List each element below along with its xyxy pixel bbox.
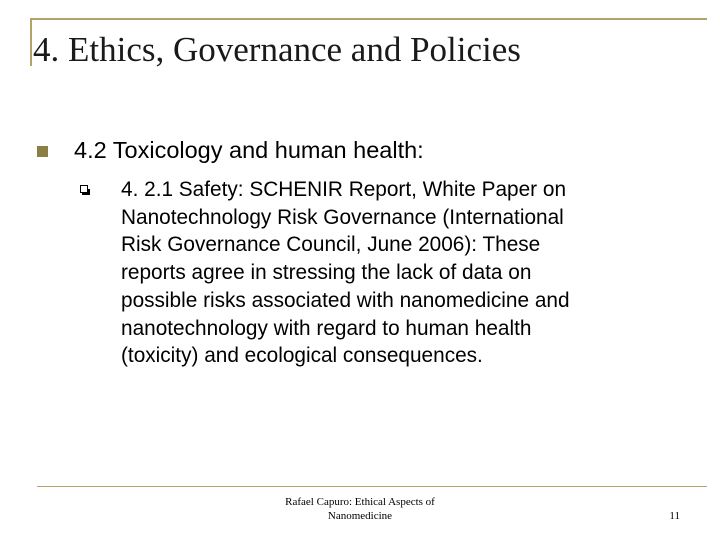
sub-bullet-line-3: Risk Governance Council, June 2006): These bbox=[121, 233, 541, 257]
footer-author-title bbox=[240, 495, 480, 523]
sub-bullet-line-7: (toxicity) and ecological consequences. bbox=[121, 344, 483, 368]
footer-rule bbox=[37, 486, 707, 487]
footer-line-2: Nanomedicine bbox=[327, 510, 393, 522]
sub-bullet-line-6: nanotechnology with regard to human health bbox=[121, 316, 532, 340]
footer-line-1: Rafael Capuro: Ethical Aspects of bbox=[285, 496, 435, 508]
title-left-rule bbox=[30, 18, 32, 66]
sub-bullet-line-4: reports agree in stressing the lack of data on bbox=[121, 261, 532, 285]
bullet-text-toxicology: 4.2 Toxicology and human health: bbox=[74, 137, 424, 163]
page-number: 11 bbox=[669, 510, 680, 522]
sub-bullet-line-1: 4. 2.1 Safety: SCHENIR Report, White Paper on bbox=[121, 178, 567, 201]
sub-bullet-text-safety bbox=[121, 176, 701, 370]
square-bullet-icon bbox=[37, 146, 48, 157]
hollow-square-bullet-icon bbox=[80, 185, 88, 193]
sub-bullet-line-2: Nanotechnology Risk Governance (International bbox=[121, 205, 564, 229]
slide-title: 4. Ethics, Governance and Policies bbox=[33, 30, 521, 69]
title-top-rule bbox=[30, 18, 707, 20]
sub-bullet-line-5: possible risks associated with nanomedicine and bbox=[121, 288, 570, 312]
